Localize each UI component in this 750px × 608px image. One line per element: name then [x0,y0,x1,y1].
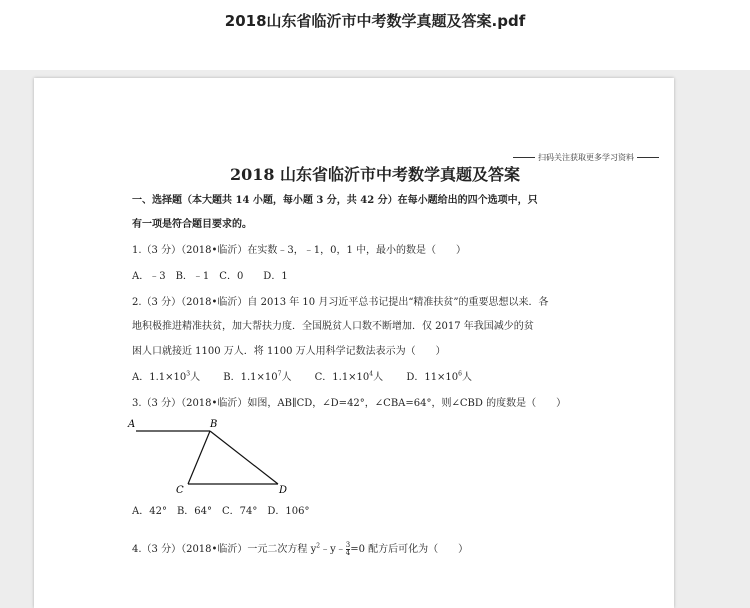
option-d: D．$11\times 10^6$人 [406,370,472,383]
file-title: 2018山东省临沂市中考数学真题及答案.pdf [224,12,526,30]
segment-bc [188,431,210,484]
option-c: C．$1.1\times 10^4$人 [314,370,384,383]
label-b: B [210,419,218,430]
watermark-rule-left [513,157,535,158]
option-b: B．$1.1\times 10^7$人 [223,370,292,383]
fraction: $\frac{3}{4}$ [345,541,351,557]
question-3-options: A．42° B．64° C．74° D．106° [132,506,310,517]
question-2-line1: 2.（3 分）（2018•临沂）自 2013 年 10 月习近平总书记提出“精准扶贫”的重要思想以来．各 [132,297,549,308]
section-heading-line2: 有一项是符合题目要求的。 [132,219,252,230]
watermark-rule-right [637,157,659,158]
question-2-options [132,371,472,385]
question-1-options: A．﹣3 B．﹣1 C．0 D．1 [132,271,288,282]
label-d: D [279,485,288,496]
geometry-figure [126,414,296,496]
segment-bd [210,431,278,484]
watermark-text: 扫码关注获取更多学习资料 [538,153,634,162]
viewer-toolbar [0,0,750,70]
question-4-stem: 4.（3 分）（2018•临沂）一元二次方程 $y^2﹣y﹣$ $\frac{3}{4}$ =0 配方后可化为（ ） [132,541,469,557]
question-2-line3: 困人口就接近 1100 万人．将 1100 万人用科学记数法表示为（ ） [132,346,446,357]
label-c: C [176,485,184,496]
question-2-line2: 地积极推进精准扶贫，加大帮扶力度．全国脱贫人口数不断增加．仅 2017 年我国减少的贫 [132,321,534,332]
document-title: 2018 山东省临沂市中考数学真题及答案 [229,165,521,184]
option-a: A．$1.1\times 10^3$人 [132,370,201,383]
question-3-stem: 3.（3 分）（2018•临沂）如图，AB∥CD，∠D=42°，∠CBA=64°，则∠CBD 的度数是（ ） [132,398,567,409]
question-1-stem: 1.（3 分）（2018•临沂）在实数﹣3，﹣1，0，1 中，最小的数是（ ） [132,245,467,256]
label-a: A [128,419,136,430]
section-heading-line1: 一、选择题（本大题共 14 小题，每小题 3 分，共 42 分）在每小题给出的四个选项中，只 [132,195,538,206]
